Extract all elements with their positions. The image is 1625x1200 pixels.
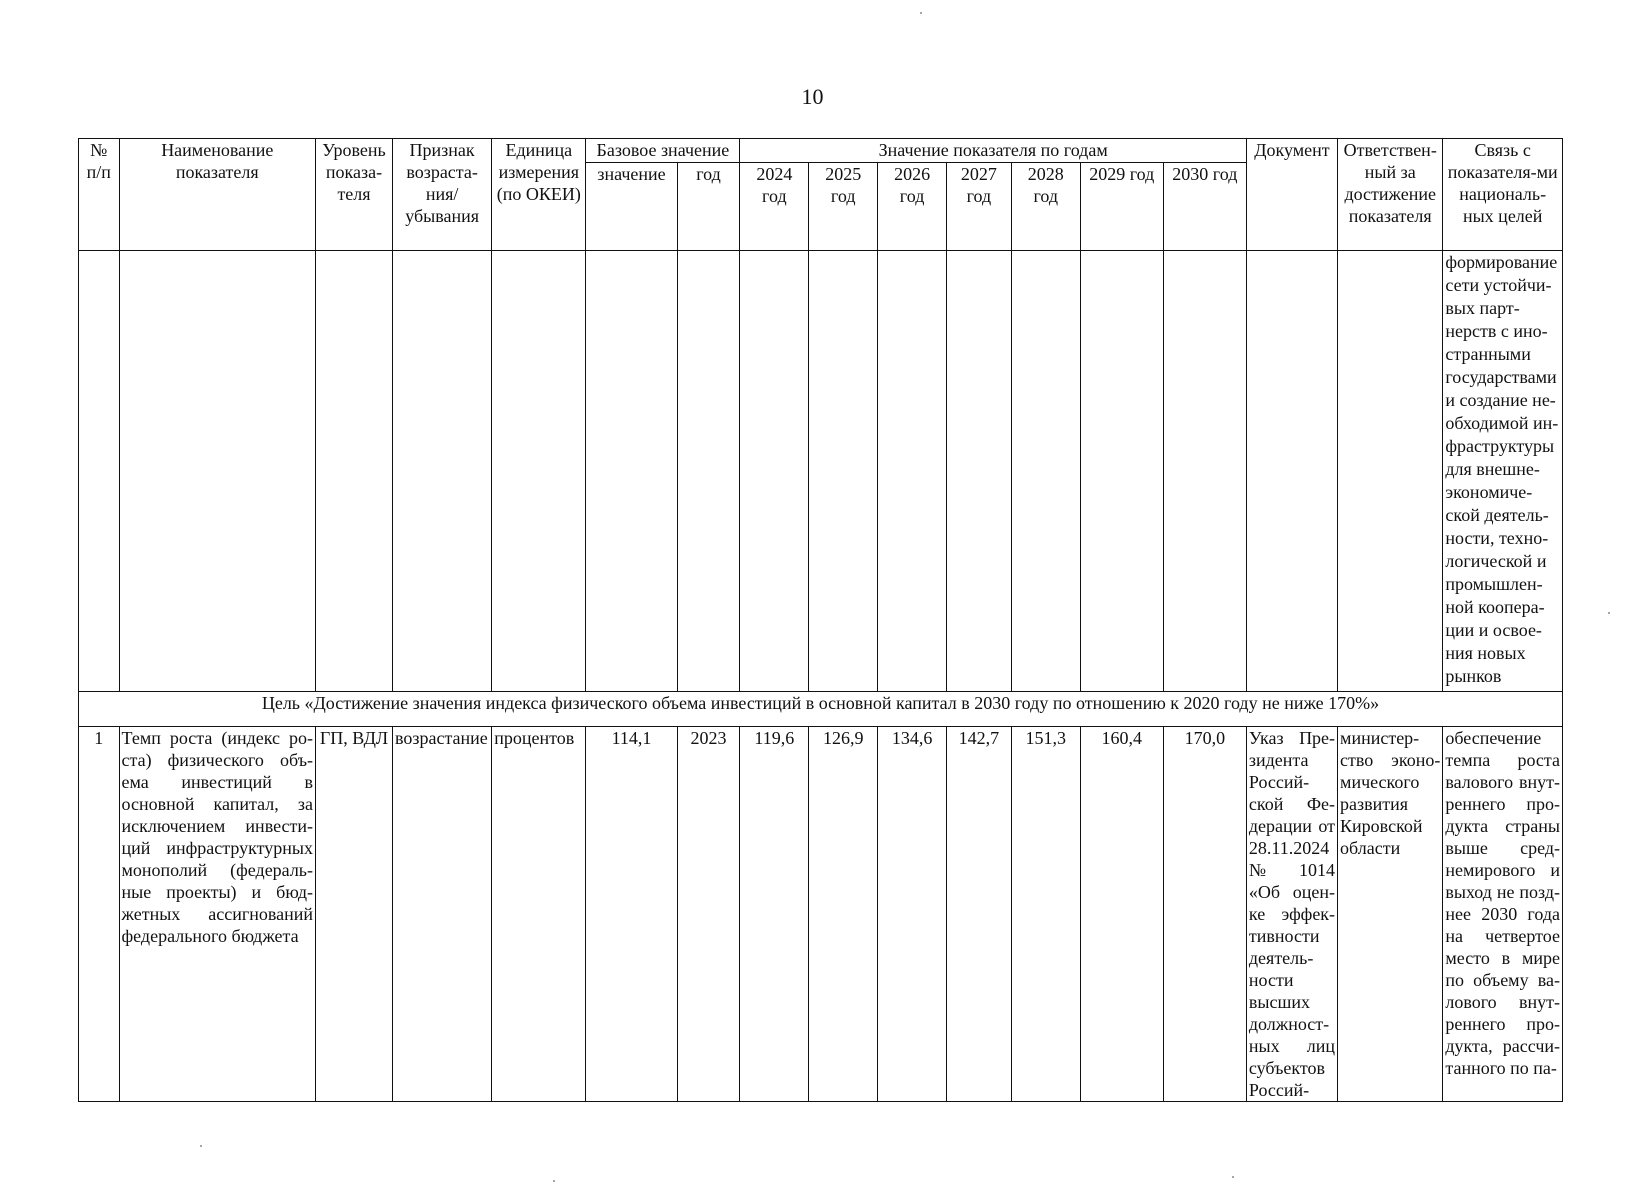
cell: [809, 251, 878, 692]
scan-speck: [920, 12, 922, 14]
header-sign: Признак возраста-ния/ убывания: [392, 139, 491, 251]
cell: [1011, 251, 1080, 692]
header-year-2025: 2025 год: [809, 163, 878, 251]
header-unit: Единица измерения (по ОКЕИ): [492, 139, 586, 251]
row-value-2029: 160,4: [1080, 727, 1163, 1102]
header-base-year: год: [677, 163, 740, 251]
row-num: 1: [79, 727, 120, 1102]
cell: [1080, 251, 1163, 692]
scan-speck: [200, 1145, 202, 1147]
header-year-2026: 2026 год: [878, 163, 947, 251]
cell: [79, 251, 120, 692]
row-value-2030: 170,0: [1163, 727, 1246, 1102]
cell: [1163, 251, 1246, 692]
header-year-2029: 2029 год: [1080, 163, 1163, 251]
row-base-value: 114,1: [586, 727, 677, 1102]
header-year-2028: 2028 год: [1011, 163, 1080, 251]
header-level: Уровень показа-теля: [316, 139, 393, 251]
header-row-top: [79, 139, 1563, 163]
row-value-2027: 142,7: [947, 727, 1012, 1102]
row-value-2024: 119,6: [740, 727, 809, 1102]
header-base-value: значение: [586, 163, 677, 251]
continuation-row: [79, 251, 1563, 692]
indicators-table: [78, 138, 1563, 1102]
row-responsible: министер-ство эконо-мического развития Кировской области: [1338, 727, 1443, 1102]
cell: [740, 251, 809, 692]
cell: [392, 251, 491, 692]
header-num: № п/п: [79, 139, 120, 251]
cell: [316, 251, 393, 692]
cell: [947, 251, 1012, 692]
row-sign: возрастание: [392, 727, 491, 1102]
cell: [586, 251, 677, 692]
row-value-2028: 151,3: [1011, 727, 1080, 1102]
header-years-group: Значение показателя по годам: [740, 139, 1247, 163]
cell: [878, 251, 947, 692]
header-year-2030: 2030 год: [1163, 163, 1246, 251]
header-name: Наименование показателя: [119, 139, 316, 251]
header-responsible: Ответствен-ный за достижение показателя: [1338, 139, 1443, 251]
header-document: Документ: [1246, 139, 1337, 251]
scan-speck: [1608, 612, 1610, 614]
row-link: обеспечение темпа роста валового внут-реннего про-дукта страны выше сред-немирового и выход не позд-нее 2030 года на четвертое место в мире по объему ва-лового внут-реннего про-дукта, рассчи-танного по па-: [1443, 727, 1563, 1102]
row-value-2026: 134,6: [878, 727, 947, 1102]
header-link: Связь с показателя-ми националь-ных целей: [1443, 139, 1563, 251]
cell: [1338, 251, 1443, 692]
row-name: Темп роста (индекс ро-ста) физического объ-ема инвестиций в основной капитал, за исключением инвести-ций инфраструктурных монополий (федераль-ные проекты) и бюд-жетных ассигнований федерального бюджета: [119, 727, 316, 1102]
cell: [1246, 251, 1337, 692]
page-number: 10: [801, 84, 824, 109]
row-level: ГП, ВДЛ: [316, 727, 393, 1102]
continuation-link-text: формирование сети устойчи-вых парт-нерств с ино-странными государствами и создание не-обходимой ин-фраструктуры для внешне-экономиче-ской деятель-ности, техно-логической и промышлен-ной коопера-ции и освое-ния новых рынков: [1443, 251, 1563, 692]
header-year-2027: 2027 год: [947, 163, 1012, 251]
cell: [677, 251, 740, 692]
row-value-2025: 126,9: [809, 727, 878, 1102]
scan-speck: [1232, 1176, 1234, 1178]
goal-row: [79, 692, 1563, 727]
scan-speck: [553, 1180, 555, 1182]
header-year-2024: 2024 год: [740, 163, 809, 251]
header-base-group: Базовое значение: [586, 139, 740, 163]
indicator-row: [79, 727, 1563, 1102]
row-unit: процентов: [492, 727, 586, 1102]
cell: [119, 251, 316, 692]
row-base-year: 2023: [677, 727, 740, 1102]
row-document: Указ Пре-зидента Россий-ской Фе-дерации от 28.11.2024 № 1014 «Об оцен-ке эффек-тивности деятель-ности высших должност-ных лиц субъектов Россий-: [1246, 727, 1337, 1102]
goal-text: Цель «Достижение значения индекса физического объема инвестиций в основной капитал в 2030 году по отношению к 2020 году не ниже 170%»: [79, 692, 1563, 727]
cell: [492, 251, 586, 692]
